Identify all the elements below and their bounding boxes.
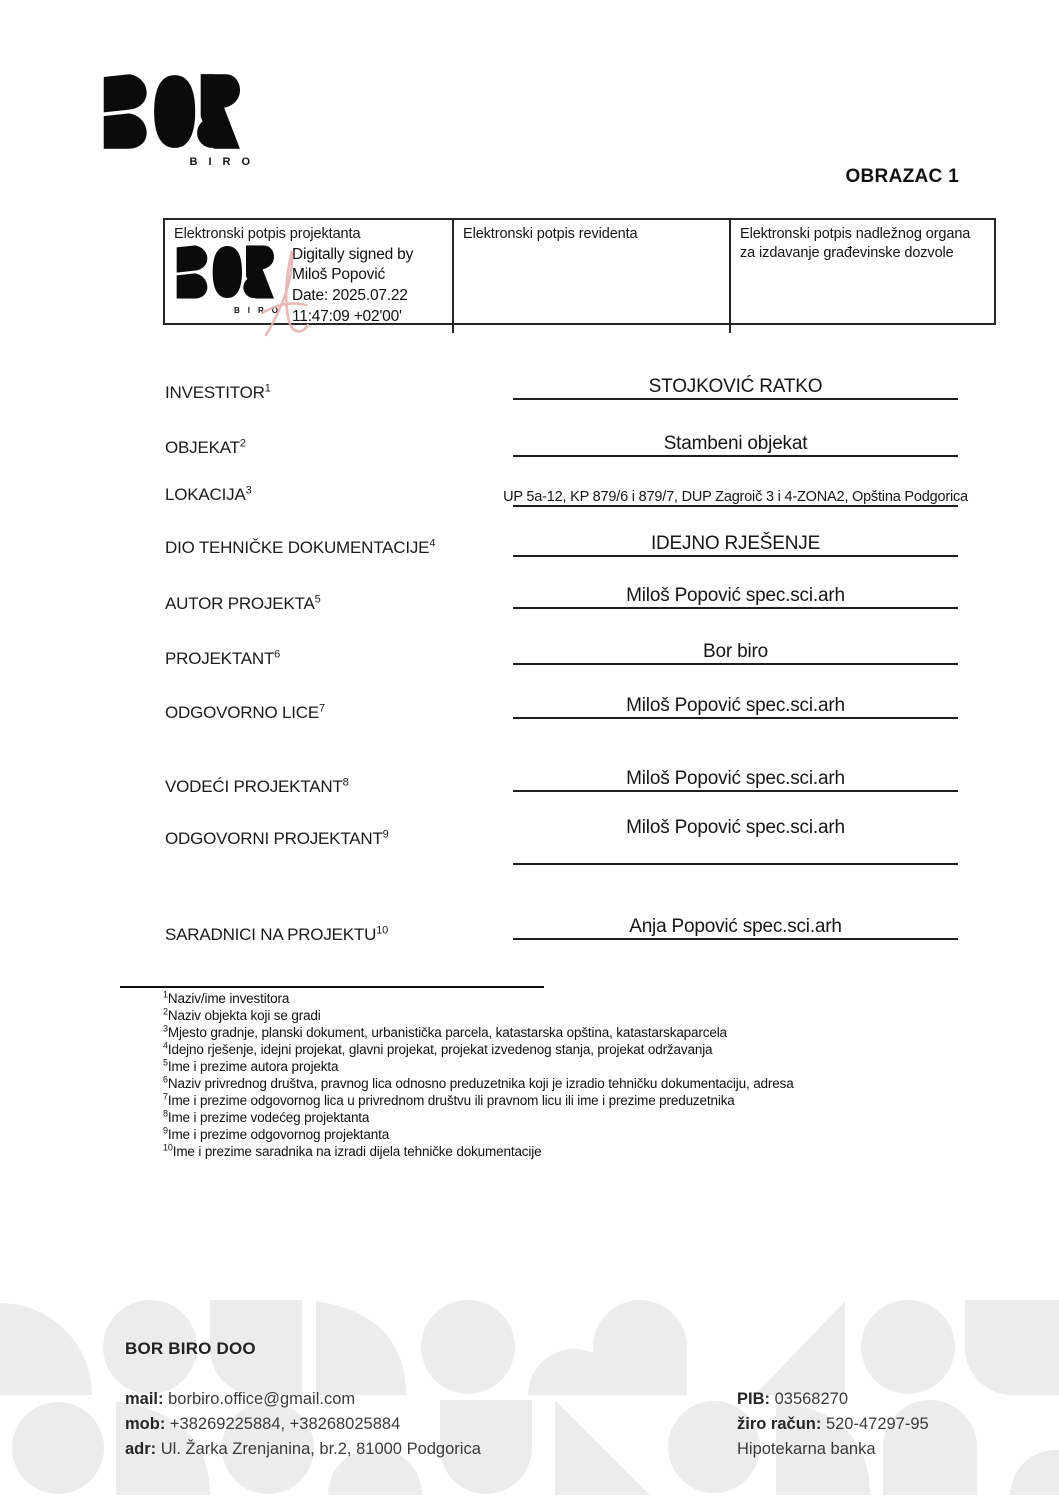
field-value-objekat (513, 427, 958, 457)
footer-pib-value: 03568270 (774, 1390, 849, 1408)
label-text: ODGOVORNI PROJEKTANT (165, 829, 383, 848)
footer-bank-value: Hipotekarna banka (737, 1440, 876, 1458)
footer-adr-label: adr: (125, 1440, 157, 1458)
footer-mail-line (125, 1387, 481, 1412)
footnote-text: Ime i prezime vodećeg projektanta (167, 1110, 370, 1125)
footnote (163, 1092, 794, 1109)
footnote-sup: 6 (163, 1074, 168, 1085)
field-label-lokacija (165, 485, 252, 505)
signature-line: Date: 2025.07.22 (292, 287, 408, 305)
footnote-sup: 1 (163, 989, 168, 1000)
value-text: STOJKOVIĆ RATKO (648, 376, 823, 397)
value-text: Miloš Popović spec.sci.arh (626, 817, 845, 838)
value-text: Stambeni objekat (663, 433, 808, 454)
field-value-investitor (513, 370, 958, 400)
field-label-dio-tehnicke-dokumentacije (165, 538, 435, 558)
label-sup: 6 (274, 648, 281, 661)
field-value-lokacija (503, 483, 968, 507)
field-value-dio-tehnicke-dokumentacije (513, 527, 958, 557)
signature-table (163, 218, 996, 325)
label-sup: 7 (319, 702, 325, 715)
company-logo (100, 74, 261, 168)
signature-line: 11:47:09 +02'00' (292, 307, 402, 325)
value-text: Miloš Popović spec.sci.arh (626, 768, 845, 789)
signature-line: Digitally signed by (292, 245, 414, 263)
footnote (163, 1024, 794, 1041)
value-text: Miloš Popović spec.sci.arh (626, 585, 845, 606)
field-label-saradnici-na-projektu (165, 925, 388, 945)
footnote (163, 990, 794, 1007)
label-text: VODEĆI PROJEKTANT (165, 777, 343, 796)
label-sup: 2 (239, 437, 246, 450)
footnote-text: Naziv privrednog društva, pravnog lica odnosno preduzetnika koji je izradio tehničku dokumentaciju, adresa (167, 1076, 794, 1091)
footnote-sup: 7 (163, 1091, 168, 1102)
field-label-vodeci-projektant (165, 777, 349, 797)
form-code-title: OBRAZAC 1 (845, 166, 959, 187)
footer-adr-line (125, 1437, 481, 1462)
footnote-sup: 2 (163, 1006, 168, 1017)
label-sup: 1 (264, 382, 271, 395)
digital-signature-text (292, 245, 413, 328)
signature-cell-reviewer (452, 220, 729, 333)
field-label-odgovorno-lice (165, 703, 325, 723)
footer-pib-line (737, 1387, 929, 1412)
footnote (163, 1075, 794, 1092)
field-value-saradnici-na-projektu (513, 910, 958, 940)
footnote (163, 1143, 794, 1160)
footnote-text: Mjesto gradnje, planski dokument, urbanistička parcela, katastarska opština, katastarskaparcela (167, 1025, 727, 1040)
footer-mob-value: +38269225884, +38268025884 (169, 1415, 401, 1433)
footnote-sup: 5 (163, 1057, 168, 1068)
footnote (163, 1126, 794, 1143)
label-text: DIO TEHNIČKE DOKUMENTACIJE (165, 538, 430, 557)
footnote-text: Ime i prezime odgovornog projektanta (167, 1127, 390, 1142)
footer-bank-line (737, 1437, 929, 1462)
footer-pib-label: PIB: (737, 1390, 770, 1408)
logo-subtext: BIRO (234, 306, 286, 316)
footnote-text: Ime i prezime autora projekta (167, 1059, 339, 1074)
label-sup: 4 (429, 537, 436, 550)
footnote-text: Idejno rješenje, idejni projekat, glavni projekat, projekat izvedenog stanja, projekat održavanja (167, 1042, 713, 1057)
field-value-odgovorno-lice (513, 689, 958, 719)
label-sup: 5 (314, 593, 321, 606)
digital-signature-block (174, 245, 443, 328)
footnote-separator (120, 986, 544, 988)
footnotes (163, 990, 794, 1160)
footnote-sup: 9 (163, 1125, 168, 1136)
signature-line: Miloš Popović (292, 266, 386, 284)
footer-contact-block (125, 1387, 481, 1462)
value-text: Anja Popović spec.sci.arh (629, 916, 842, 937)
field-label-objekat (165, 438, 246, 458)
signature-cell-authority (729, 220, 998, 333)
signature-cell-designer (165, 220, 452, 333)
footnote-text: Naziv objekta koji se gradi (167, 1008, 321, 1023)
label-sup: 3 (245, 484, 252, 497)
footnote (163, 1058, 794, 1075)
label-text: PROJEKTANT (165, 649, 275, 668)
signature-cell-authority-header: Elektronski potpis nadležnog organa za izdavanje građevinske dozvole (740, 226, 971, 261)
label-text: AUTOR PROJEKTA (165, 594, 315, 613)
label-text: ODGOVORNO LICE (165, 703, 320, 722)
label-text: LOKACIJA (165, 485, 246, 504)
signature-cell-designer-header: Elektronski potpis projektanta (174, 226, 361, 242)
field-label-projektant (165, 649, 280, 669)
footer-mob-line (125, 1412, 481, 1437)
field-label-odgovorni-projektant (165, 829, 389, 849)
label-text: OBJEKAT (165, 438, 240, 457)
footer-account-label: žiro račun: (737, 1415, 822, 1433)
value-text: Bor biro (703, 641, 768, 662)
label-sup: 10 (376, 924, 389, 937)
footer-company-name: BOR BIRO DOO (125, 1339, 256, 1358)
footer-account-line (737, 1412, 929, 1437)
field-value-odgovorni-projektant (513, 817, 958, 865)
footnote-text: Ime i prezime odgovornog lica u privrednom društvu ili pravnom licu ili ime i prezime preduzetnika (167, 1093, 735, 1108)
value-text: IDEJNO RJEŠENJE (650, 533, 821, 554)
footnote (163, 1041, 794, 1058)
label-sup: 8 (342, 776, 349, 789)
footnote-sup: 3 (163, 1023, 168, 1034)
bor-logo-icon (100, 74, 240, 149)
signature-logo (174, 245, 286, 317)
logo-subtext: BIRO (189, 156, 261, 168)
footer-mob-label: mob: (125, 1415, 166, 1433)
footnote (163, 1109, 794, 1126)
field-label-autor-projekta (165, 594, 321, 614)
field-value-vodeci-projektant (513, 762, 958, 792)
footnote-sup: 4 (163, 1040, 168, 1051)
label-sup: 9 (382, 828, 389, 841)
field-value-projektant (513, 635, 958, 665)
field-label-investitor (165, 383, 271, 403)
footnote-sup: 8 (163, 1108, 168, 1119)
field-value-autor-projekta (513, 579, 958, 609)
value-text: Miloš Popović spec.sci.arh (626, 695, 845, 716)
footnote-text: Naziv/ime investitora (167, 991, 290, 1006)
footnote-sup: 10 (163, 1142, 173, 1153)
footnote (163, 1007, 794, 1024)
footer-finance-block (737, 1387, 929, 1462)
footnote-text: Ime i prezime saradnika na izradi dijela tehničke dokumentacije (172, 1144, 542, 1159)
footer-account-value: 520-47297-95 (825, 1415, 929, 1433)
signature-cell-reviewer-header: Elektronski potpis revidenta (463, 226, 638, 242)
footer-mail-value: borbiro.office@gmail.com (168, 1390, 356, 1408)
label-text: INVESTITOR (165, 383, 265, 402)
value-text: UP 5a-12, KP 879/6 i 879/7, DUP Zagroič 3 i 4-ZONA2, Opština Podgorica (503, 489, 968, 505)
footer-adr-value: Ul. Žarka Zrenjanina, br.2, 81000 Podgorica (160, 1440, 481, 1458)
bor-logo-icon (174, 245, 274, 299)
footer-mail-label: mail: (125, 1390, 164, 1408)
label-text: SARADNICI NA PROJEKTU (165, 925, 377, 944)
